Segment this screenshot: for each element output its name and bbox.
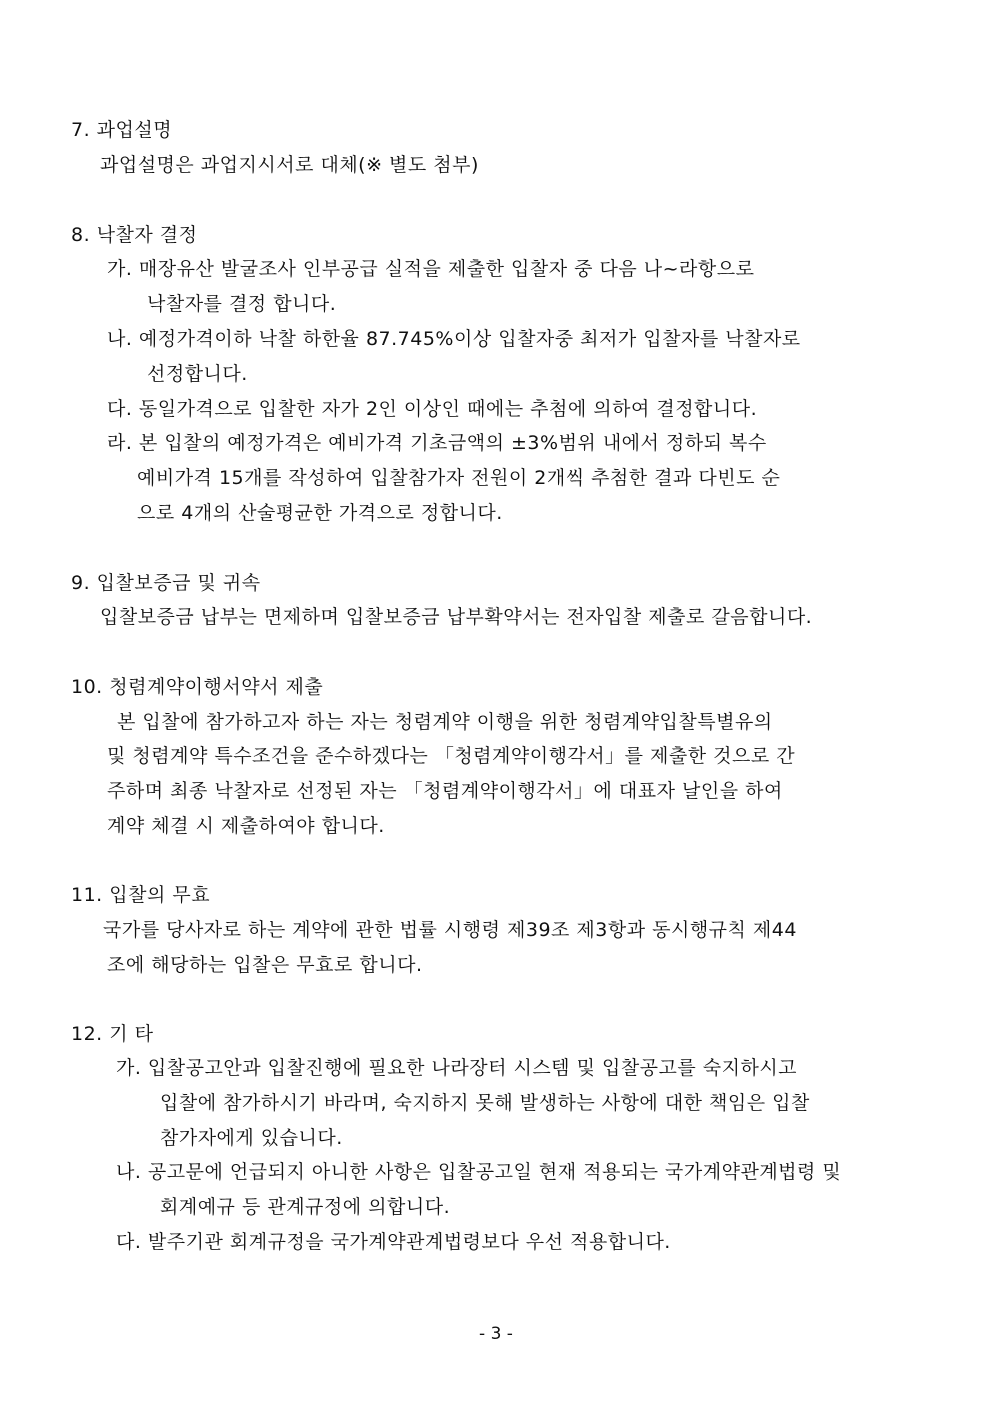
section-10-line2: 및 청렴계약 특수조건을 준수하겠다는 「청렴계약이행각서」를 제출한 것으로 간 [107, 745, 796, 767]
section-7-body: 과업설명은 과업지시서로 대체(※ 별도 첨부) [100, 154, 479, 176]
section-10-line4: 계약 체결 시 제출하여야 합니다. [107, 815, 385, 837]
section-11-line2: 조에 해당하는 입찰은 무효로 합니다. [107, 954, 423, 976]
section-8-item-ga-line2: 낙찰자를 결정 합니다. [147, 293, 337, 315]
section-7-heading: 7. 과업설명 [71, 119, 173, 141]
section-8-item-ra-line3: 으로 4개의 산술평균한 가격으로 정합니다. [137, 502, 503, 524]
section-12-item-da-line1: 다. 발주기관 회계규정을 국가계약관계법령보다 우선 적용합니다. [116, 1231, 671, 1253]
section-10-heading: 10. 청렴계약이행서약서 제출 [71, 676, 324, 698]
section-8-item-ra-line1: 라. 본 입찰의 예정가격은 예비가격 기초금액의 ±3%범위 내에서 정하되 복수 [107, 432, 767, 454]
section-12-item-ga-line3: 참가자에게 있습니다. [160, 1127, 343, 1149]
section-10-line3: 주하며 최종 낙찰자로 선정된 자는 「청렴계약이행각서」에 대표자 날인을 하여 [107, 780, 783, 802]
section-10-line1: 본 입찰에 참가하고자 하는 자는 청렴계약 이행을 위한 청렴계약입찰특별유의 [117, 711, 773, 733]
section-8-item-ga-line1: 가. 매장유산 발굴조사 인부공급 실적을 제출한 입찰자 중 다음 나~라항으로 [107, 258, 755, 280]
section-8-item-na-line1: 나. 예정가격이하 낙찰 하한율 87.745%이상 입찰자중 최저가 입찰자를 낙찰자로 [107, 328, 801, 350]
section-11-heading: 11. 입찰의 무효 [71, 884, 211, 906]
section-8-item-ra-line2: 예비가격 15개를 작성하여 입찰참가자 전원이 2개씩 추첨한 결과 다빈도 순 [137, 467, 781, 489]
section-12-item-na-line1: 나. 공고문에 언급되지 아니한 사항은 입찰공고일 현재 적용되는 국가계약관계법령 및 [116, 1161, 842, 1183]
section-8-heading: 8. 낙찰자 결정 [71, 224, 198, 246]
page-number: - 3 - [479, 1324, 513, 1344]
section-12-item-na-line2: 회계예규 등 관계규정에 의합니다. [160, 1196, 451, 1218]
section-11-line1: 국가를 당사자로 하는 계약에 관한 법률 시행령 제39조 제3항과 동시행규칙 제44 [103, 919, 797, 941]
section-8-item-na-line2: 선정합니다. [147, 363, 248, 385]
section-9-heading: 9. 입찰보증금 및 귀속 [71, 572, 261, 594]
section-9-body: 입찰보증금 납부는 면제하며 입찰보증금 납부확약서는 전자입찰 제출로 갈음합니다. [100, 606, 813, 628]
section-12-item-ga-line1: 가. 입찰공고안과 입찰진행에 필요한 나라장터 시스템 및 입찰공고를 숙지하시고 [116, 1057, 798, 1079]
section-12-heading: 12. 기 타 [71, 1023, 154, 1045]
section-12-item-ga-line2: 입찰에 참가하시기 바라며, 숙지하지 못해 발생하는 사항에 대한 책임은 입찰 [160, 1092, 810, 1114]
section-8-item-da-line1: 다. 동일가격으로 입찰한 자가 2인 이상인 때에는 추첨에 의하여 결정합니다. [107, 398, 758, 420]
